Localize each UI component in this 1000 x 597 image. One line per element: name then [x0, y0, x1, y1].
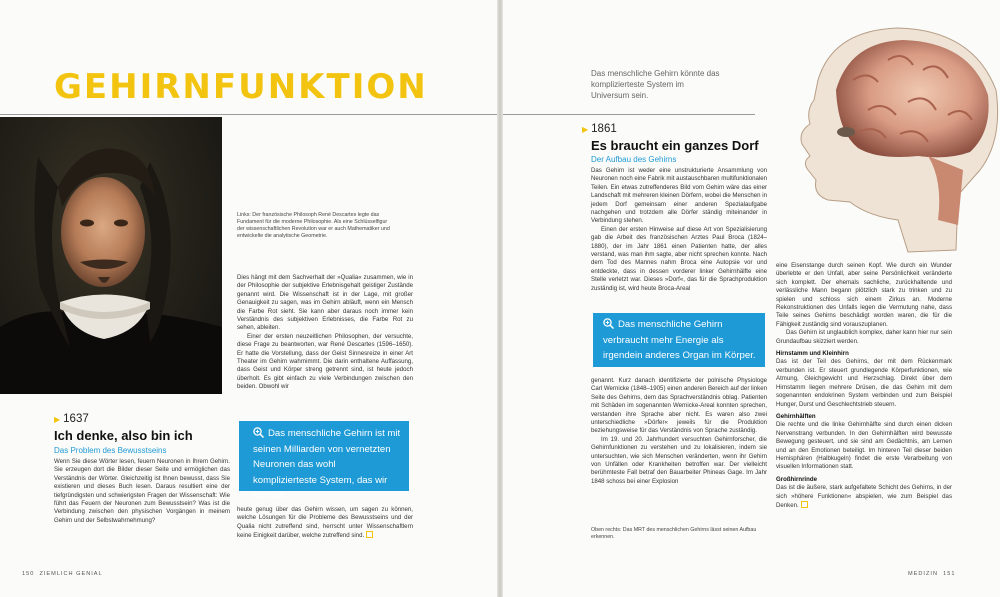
left-column-2	[237, 274, 413, 392]
page-number: 150	[22, 571, 35, 577]
body-paragraph: Das ist die äußere, stark aufgefaltete Schicht des Gehirns, in der sich »höhere Funktionen« abspielen, wie zum Beispiel das Denken.	[776, 484, 952, 509]
year-marker	[54, 413, 89, 425]
body-paragraph: Einen der ersten Hinweise auf diese Art von Spezialisierung gab die Arbeit des französischen Arztes Paul Broca (1824–1880), der im Jahr 1861 einen Patienten hatte, der alles verstand, was man ihm sagte, aber nicht sprechen konnte. Nach dem Tod des Mannes nahm Broca eine Autopsie vor und entdeckte, dass in dessen vorderer linker Gehirnhälfte eine Stelle verletzt war. Dieses »Dorf«, das für die Sprachproduktion zuständig ist, wird heute Broca-Areal	[591, 225, 767, 292]
triangle-icon: ▶	[582, 125, 589, 134]
square-icon	[366, 531, 373, 538]
body-paragraph: Im 19. und 20. Jahrhundert versuchten Gehirnforscher, die Gehirnfunktionen zu verstehen und zu lokalisieren, indem sie untersuchten, wie sich Menschen veränderten, wenn ihr Gehirn von Unfällen oder Krankheiten betroffen war. Der vielleicht berühmteste Fall betraf den Bauarbeiter Phineas Gage. Im Jahr 1848 schoss bei einer Explosion	[591, 435, 767, 485]
body-paragraph: Wenn Sie diese Wörter lesen, feuern Neuronen in Ihrem Gehirn. Sie erzeugen dort die Bilder dieser Seite und ermöglichen das Verständnis der Wörter. Gleichzeitig ist Ihnen bewusst, dass Sie existieren und dieses Buch lesen. Daraus resultiert eine der tiefgründigsten und schwierigsten Fragen der Wissenschaft: Wie führt das Feuern der Neuronen zum Bewusstsein? Was ist die Verbindung zwischen den physischen Vorgängen in meinem Gehirn und der Selbstwahrnehmung?	[54, 458, 230, 524]
section-label: ZIEMLICH GENIAL	[39, 571, 103, 577]
square-icon	[801, 501, 808, 508]
magnifier-plus-icon	[253, 427, 264, 438]
portrait-caption: Links: Der französische Philosoph René Descartes legte das Fundament für die moderne Philosophie. Als eine Schlüsselfigur der wissenschaftlichen Revolution war er auch Mathematiker und entwickelte die analytische Geometrie.	[237, 212, 390, 239]
body-paragraph: Dies hängt mit dem Sachverhalt der »Qualia« zusammen, wie in der Philosophie der subjektive Erlebnisgehalt geistiger Zustände genannt wird. Die Wissenschaft ist in der Lage, mit großer Genauigkeit zu sagen, was im Gehirn abläuft, wenn ein Mensch die Farbe Rot sieht. Sie kann aber daraus noch immer kein Verständnis des subjektiven Erlebnisses, die Farbe Rot zu sehen, ableiten.	[237, 274, 413, 332]
mri-caption: Oben rechts: Das MRT des menschlichen Gehirns lässt seinen Aufbau erkennen.	[591, 527, 757, 540]
page-title: GEHIRNFUNKTION	[54, 67, 428, 107]
section-label: MEDIZIN	[908, 571, 938, 577]
pull-quote	[593, 313, 765, 367]
year-marker	[582, 123, 617, 135]
magnifier-plus-icon	[603, 318, 614, 329]
pull-quote-text: Das menschliche Gehirn ist mit seinen Milliarden von vernetzten Neuronen das wohl komplizierteste System, das wir kennen.	[253, 428, 401, 501]
body-paragraph: Das Gehirn ist unglaublich komplex, daher kann hier nur sein Grundaufbau skizziert werden.	[776, 329, 952, 345]
body-paragraph: Das Gehirn ist weder eine unstrukturierte Ansammlung von Neuronen noch eine Fabrik mit austauschbaren multifunktionalen Teilen. Ein etwas zutreffenderes Bild vom Gehirn wäre das einer Landschaft mit mehreren kleinen Dörfern, wobei die Menschen in jedem Dorf gemeinsam einer anderen Spezialaufgabe nachgehen und trotzdem alle Dörfer ständig miteinander in Verbindung stehen.	[591, 167, 767, 225]
right-column-2	[776, 262, 952, 510]
page-number: 151	[943, 571, 956, 577]
subheading-gehirnhaelften: Gehirnhälften	[776, 412, 816, 420]
section-heading: Es braucht ein ganzes Dorf	[591, 138, 759, 153]
right-column-1-cont	[591, 377, 767, 486]
section-subheading: Das Problem des Bewusstseins	[54, 446, 167, 455]
section-heading: Ich denke, also bin ich	[54, 428, 193, 443]
body-paragraph: Das ist der Teil des Gehirns, der mit dem Rückenmark verbunden ist. Er steuert grundlegende Körperfunktionen, wie Atmung, Gleichgewicht und Herzschlag. Direkt über dem Hirnstamm liegen mehrere Drüsen, die das Gehirn mit dem sogenannten endokrinen System verbinden und zum Beispiel Hunger, Durst und Geschlechtstrieb steuern.	[776, 358, 952, 408]
pull-quote-text: Das menschliche Gehirn verbraucht mehr Energie als irgendein anderes Organ im Körper.	[603, 319, 756, 361]
section-subheading: Der Aufbau des Gehirns	[591, 155, 677, 164]
header-rule	[503, 114, 755, 115]
body-paragraph: Einer der ersten neuzeitlichen Philosophen, der versuchte, diese Frage zu beantworten, war René Descartes (1596–1650). Er hatte die Vorstellung, dass der Geist Sinnesreize in einer Art Theater im Gehirn wahrnimmt. Die darin enthaltene Auffassung, dass Geist und Körper streng getrennt sind, ist heute jedoch überholt. Es gibt einfach zu viele Verbindungen zwischen den beiden. Obwohl wir	[237, 332, 413, 391]
body-paragraph: heute genug über das Gehirn wissen, um sagen zu können, welche Lösungen für die Probleme des Bewusstseins und der Qualia nicht zutreffend sind, herrscht unter Wissenschaftlern keine Einigkeit darüber, welche zutreffend sind.	[237, 506, 413, 540]
intro-text: Das menschliche Gehirn könnte das komplizierteste System im Universum sein.	[591, 69, 720, 100]
header-rule	[0, 114, 497, 115]
subheading-grosshirnrinde: Großhirnrinde	[776, 475, 817, 483]
body-paragraph: Die rechte und die linke Gehirnhälfte sind durch einen dicken Nervenstrang verbunden. In den Gehirnhälften wird bewusste Bewegung gesteuert, und sie sind am Gedächtnis, am Lernen und an den Emotionen beteiligt. Im hinteren Teil dieser beiden Hemisphären (Halbkugeln) findet die erste Verarbeitung von visuellen Informationen statt.	[776, 421, 952, 471]
pull-quote	[239, 421, 409, 501]
year-label: 1637	[63, 413, 89, 425]
mri-brain-image	[758, 20, 1000, 260]
folio-right	[908, 571, 955, 577]
folio-left	[22, 571, 103, 577]
subheading-hirnstamm: Hirnstamm und Kleinhirn	[776, 350, 849, 358]
descartes-portrait	[0, 117, 222, 394]
left-column-2-end	[237, 506, 413, 541]
left-page	[0, 0, 497, 597]
body-paragraph: genannt. Kurz danach identifizierte der polnische Physiologe Carl Wernicke (1848–1905) einen anderen Bereich auf der linken Seite des Gehirns, dem das Sprachverständnis oblag. Patienten mit Schäden im sogenannten Wernicke-Areal konnten sprechen, verstanden ihre Sprache aber nicht. Es waren also zwei unterschiedliche »Dörfer« jeweils für die Produktion beziehungsweise für das Verständnis von Sprache zuständig.	[591, 377, 767, 435]
body-paragraph: eine Eisenstange durch seinen Kopf. Wie durch ein Wunder überlebte er den Unfall, aber seine Persönlichkeit veränderte sich komplett. Der ehemals sachliche, zurückhaltende und verlässliche Mann begann plötzlich stark zu trinken und zu spielen und schloss sich einem Zirkus an. Moderne Rekonstruktionen des Unfalls legen die Vermutung nahe, dass Teile seines Gehirns beschädigt worden waren, die für die Fähigkeit zuständig sind vorauszuplanen.	[776, 262, 952, 328]
year-label: 1861	[591, 123, 617, 135]
portrait-illustration	[0, 117, 222, 394]
left-column-1	[54, 458, 230, 525]
brain-illustration	[758, 20, 1000, 260]
right-column-1	[591, 167, 767, 293]
triangle-icon: ▶	[54, 415, 61, 424]
